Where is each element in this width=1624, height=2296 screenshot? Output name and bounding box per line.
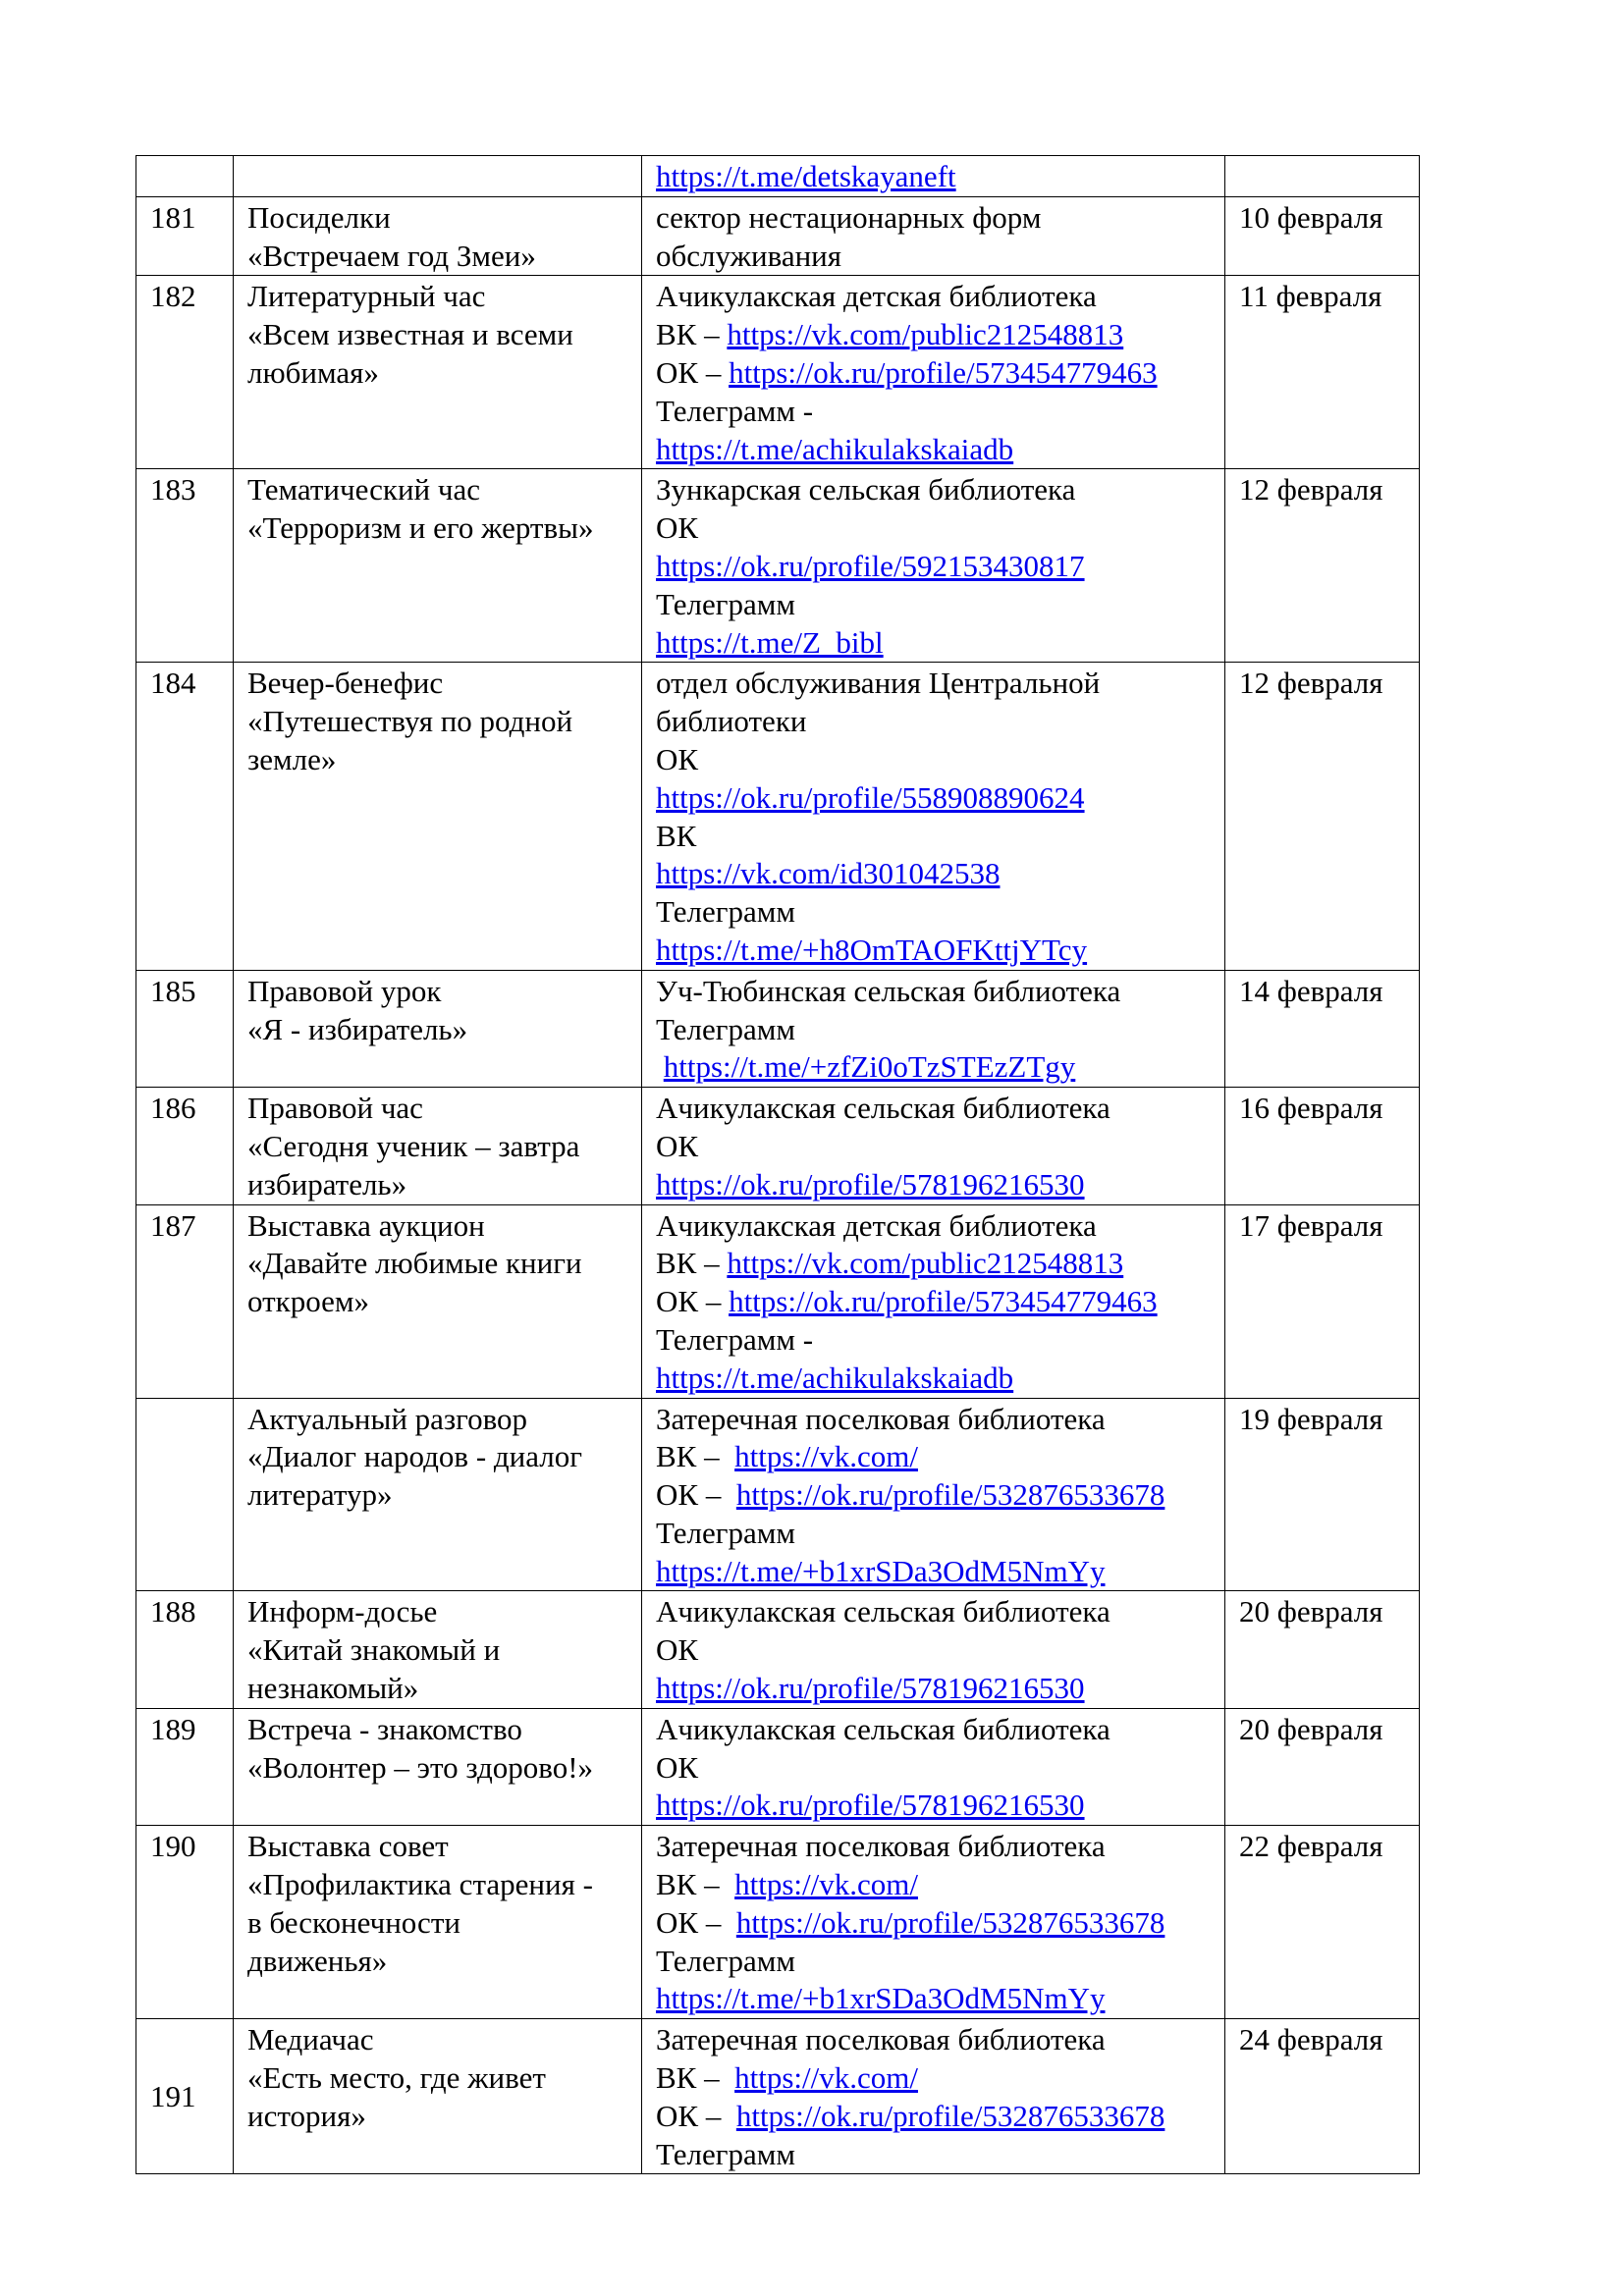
event-date: 12 февраля — [1239, 472, 1383, 507]
event-title-cell — [234, 469, 642, 663]
row-number: 185 — [150, 973, 196, 1008]
venue-link-line — [656, 1048, 1215, 1087]
event-title-line: Литературный час — [247, 279, 486, 314]
venue-text-line — [656, 703, 1215, 741]
link-prefix: ОК – — [656, 2098, 736, 2133]
link-prefix: ВК – — [656, 2060, 735, 2096]
venue-cell — [642, 1591, 1225, 1708]
event-title-cell — [234, 970, 642, 1087]
venue-link-line — [656, 624, 1215, 663]
venue-text: Телеграмм — [656, 1943, 795, 1978]
venue-cell — [642, 276, 1225, 469]
venue-text-line — [656, 973, 1215, 1011]
social-link[interactable]: https://vk.com/ — [734, 2060, 918, 2096]
social-link[interactable]: https://ok.ru/profile/532876533678 — [735, 1904, 1165, 1940]
event-title-line: Посиделки — [247, 199, 391, 235]
event-title-line: «Путешествуя по родной — [247, 704, 573, 739]
event-title-line: Встреча - знакомство — [247, 1711, 522, 1746]
venue-text-line — [656, 586, 1215, 624]
row-number-cell — [136, 663, 234, 970]
event-title-line: «Китай знакомый и — [247, 1632, 501, 1668]
event-title-cell — [234, 1708, 642, 1825]
event-title-line: откроем» — [247, 1284, 369, 1319]
event-title-cell — [234, 1204, 642, 1398]
row-number-cell — [136, 1204, 234, 1398]
event-title-line: любимая» — [247, 354, 379, 390]
link-prefix: ОК – — [656, 1284, 730, 1319]
event-date-cell — [1225, 1591, 1420, 1708]
event-title-line: литератур» — [247, 1477, 393, 1513]
row-number: 183 — [150, 472, 196, 507]
event-title-line: Правовой урок — [247, 973, 442, 1008]
social-link[interactable]: https://vk.com/public212548813 — [727, 317, 1124, 352]
event-date-cell — [1225, 1398, 1420, 1591]
event-date: 19 февраля — [1239, 1401, 1383, 1436]
event-date-cell — [1225, 663, 1420, 970]
social-link[interactable]: https://t.me/achikulakskaiadb — [656, 1360, 1014, 1395]
event-date-cell — [1225, 2019, 1420, 2174]
link-prefix: ОК – — [656, 1904, 736, 1940]
row-number-cell — [136, 469, 234, 663]
table-row — [136, 2019, 1420, 2174]
venue-text-line — [656, 1128, 1215, 1166]
social-link[interactable]: https://vk.com/ — [734, 1867, 918, 1902]
event-title-line: Актуальный разговор — [247, 1401, 528, 1436]
social-link[interactable]: https://ok.ru/profile/532876533678 — [735, 2098, 1165, 2133]
link-prefix: ОК – — [656, 1477, 736, 1513]
social-link[interactable]: https://ok.ru/profile/592153430817 — [656, 548, 1085, 583]
social-link[interactable]: https://vk.com/id301042538 — [656, 856, 1001, 891]
venue-link-line — [656, 1866, 1215, 1904]
link-prefix — [656, 1049, 664, 1084]
venue-text: ОК — [656, 1128, 699, 1163]
venue-text: Затеречная поселковая библиотека — [656, 2022, 1106, 2057]
event-title-line: Выставка аукцион — [247, 1207, 485, 1243]
venue-text-line — [656, 1401, 1215, 1439]
venue-link-line — [656, 1283, 1215, 1321]
venue-link-line — [656, 1553, 1215, 1591]
social-link[interactable]: https://t.me/achikulakskaiadb — [656, 431, 1014, 466]
event-title-cell — [234, 196, 642, 276]
social-link[interactable]: https://t.me/+zfZi0oTzSTEzZTgy — [663, 1049, 1076, 1085]
table-row — [136, 196, 1420, 276]
event-title-line: «Всем известная и всеми — [247, 317, 573, 352]
event-title-line: земле» — [247, 741, 337, 776]
venue-text-line — [656, 1515, 1215, 1553]
event-title-line: история» — [247, 2098, 366, 2133]
event-date: 11 февраля — [1239, 279, 1382, 314]
event-title-line: Тематический час — [247, 472, 480, 507]
row-number: 191 — [150, 2079, 196, 2114]
event-title-line: движенья» — [247, 1943, 388, 1978]
venue-text: сектор нестационарных форм — [656, 199, 1042, 235]
link-prefix: ВК – — [656, 317, 728, 352]
link-prefix: ВК – — [656, 1439, 735, 1474]
link-prefix: ВК – — [656, 1246, 728, 1281]
venue-text: Телеграмм — [656, 1011, 795, 1046]
venue-text-line — [656, 471, 1215, 509]
venue-text-line — [656, 278, 1215, 316]
row-number-cell — [136, 1398, 234, 1591]
table-row — [136, 1708, 1420, 1825]
venue-text: Телеграмм - — [656, 1321, 814, 1357]
social-link[interactable]: https://t.me/detskayaneft — [656, 159, 956, 193]
event-title-line: Медиачас — [247, 2022, 374, 2057]
event-date: 14 февраля — [1239, 973, 1383, 1008]
venue-link-line — [656, 1166, 1215, 1204]
table-row — [136, 156, 1420, 197]
event-date-cell — [1225, 469, 1420, 663]
venue-text-line — [656, 2136, 1215, 2174]
event-title-cell — [234, 276, 642, 469]
venue-cell — [642, 663, 1225, 970]
event-title-line: «Профилактика старения - — [247, 1867, 593, 1902]
event-date: 20 февраля — [1239, 1711, 1383, 1746]
table-row — [136, 1088, 1420, 1204]
row-number-cell — [136, 2019, 234, 2174]
venue-text: ОК — [656, 741, 699, 776]
link-prefix: ОК – — [656, 354, 730, 390]
row-number-cell — [136, 276, 234, 469]
venue-text: ВК — [656, 818, 697, 853]
venue-text-line — [656, 509, 1215, 548]
venue-link-line — [656, 1438, 1215, 1476]
event-title-cell — [234, 1591, 642, 1708]
venue-text-line — [656, 1631, 1215, 1670]
row-number: 188 — [150, 1594, 196, 1629]
venue-link-line — [656, 1245, 1215, 1283]
social-link[interactable]: https://ok.ru/profile/532876533678 — [735, 1477, 1165, 1513]
venue-text: Телеграмм — [656, 2136, 795, 2171]
venue-text-line — [656, 1321, 1215, 1360]
social-link[interactable]: https://vk.com/public212548813 — [727, 1246, 1124, 1281]
event-date: 17 февраля — [1239, 1207, 1383, 1243]
table-row — [136, 1591, 1420, 1708]
event-date-cell — [1225, 196, 1420, 276]
venue-cell — [642, 156, 1225, 197]
venue-cell — [642, 2019, 1225, 2174]
event-date: 16 февраля — [1239, 1091, 1383, 1126]
venue-text: библиотеки — [656, 704, 807, 739]
event-title-line: в бесконечности — [247, 1904, 460, 1940]
event-title-line: избиратель» — [247, 1166, 407, 1201]
event-title-line: «Я - избиратель» — [247, 1011, 468, 1046]
venue-text-line — [656, 393, 1215, 431]
event-title-line: незнакомый» — [247, 1671, 419, 1706]
events-table — [135, 155, 1420, 2174]
venue-link-line — [656, 548, 1215, 586]
event-date-cell — [1225, 1826, 1420, 2019]
table-row — [136, 1398, 1420, 1591]
event-title-line: «Терроризм и его жертвы» — [247, 510, 594, 546]
venue-text: Телеграмм - — [656, 393, 814, 428]
venue-text-line — [656, 893, 1215, 932]
venue-text-line — [656, 199, 1215, 238]
row-number-cell — [136, 1591, 234, 1708]
row-number-cell — [136, 970, 234, 1087]
venue-text: ОК — [656, 1632, 699, 1668]
social-link[interactable]: https://t.me/+h8OmTAOFKttjYTcy — [656, 932, 1088, 967]
row-number-cell — [136, 1088, 234, 1204]
event-title-cell — [234, 156, 642, 197]
venue-text-line — [656, 1943, 1215, 1981]
social-link[interactable]: https://ok.ru/profile/573454779463 — [729, 354, 1158, 390]
venue-text: отдел обслуживания Центральной — [656, 666, 1101, 701]
event-title-line: «Давайте любимые книги — [247, 1246, 582, 1281]
venue-link-line — [656, 1670, 1215, 1708]
venue-text: Телеграмм — [656, 586, 795, 621]
venue-text: ОК — [656, 510, 699, 546]
social-link[interactable]: https://ok.ru/profile/558908890624 — [656, 779, 1085, 815]
row-number: 181 — [150, 199, 196, 235]
venue-text-line — [656, 1828, 1215, 1866]
social-link[interactable]: https://ok.ru/profile/578196216530 — [656, 1166, 1085, 1201]
event-date-cell — [1225, 156, 1420, 197]
event-date-cell — [1225, 1708, 1420, 1825]
event-title-line: «Волонтер – это здорово!» — [247, 1749, 594, 1785]
venue-text-line — [656, 1090, 1215, 1128]
venue-text: Зункарская сельская библиотека — [656, 472, 1076, 507]
event-title-cell — [234, 1398, 642, 1591]
venue-text-line — [656, 1593, 1215, 1631]
venue-text-line — [656, 741, 1215, 779]
venue-text: Ачикулакская детская библиотека — [656, 1207, 1097, 1243]
table-row — [136, 276, 1420, 469]
event-title-line: Выставка совет — [247, 1829, 449, 1864]
social-link[interactable]: https://t.me/Z_bibl — [656, 624, 884, 660]
venue-text-line — [656, 665, 1215, 703]
link-prefix: ВК – — [656, 1867, 735, 1902]
venue-text-line — [656, 1749, 1215, 1788]
event-title-cell — [234, 1088, 642, 1204]
venue-text: Ачикулакская детская библиотека — [656, 279, 1097, 314]
venue-text: Ачикулакская сельская библиотека — [656, 1091, 1110, 1126]
venue-text: Ачикулакская сельская библиотека — [656, 1711, 1110, 1746]
event-date-cell — [1225, 276, 1420, 469]
event-date-cell — [1225, 1204, 1420, 1398]
venue-cell — [642, 1826, 1225, 2019]
venue-text-line — [656, 1011, 1215, 1049]
event-date: 12 февраля — [1239, 666, 1383, 701]
event-title-cell — [234, 1826, 642, 2019]
event-title-line: «Диалог народов - диалог — [247, 1439, 582, 1474]
event-date: 22 февраля — [1239, 1829, 1383, 1864]
event-title-cell — [234, 663, 642, 970]
social-link[interactable]: https://ok.ru/profile/578196216530 — [656, 1671, 1085, 1706]
row-number: 187 — [150, 1207, 196, 1243]
row-number-cell — [136, 196, 234, 276]
venue-cell — [642, 1708, 1225, 1825]
venue-link-line — [656, 779, 1215, 818]
event-title-line: Информ-досье — [247, 1594, 438, 1629]
table-row — [136, 469, 1420, 663]
venue-text-line — [656, 2021, 1215, 2059]
venue-link-line — [656, 1980, 1215, 2018]
venue-cell — [642, 1204, 1225, 1398]
event-date: 20 февраля — [1239, 1594, 1383, 1629]
venue-cell — [642, 1398, 1225, 1591]
venue-link-line — [656, 431, 1215, 469]
event-title-line: Вечер-бенефис — [247, 666, 444, 701]
venue-text: Уч-Тюбинская сельская библиотека — [656, 973, 1121, 1008]
venue-text-line — [656, 1207, 1215, 1246]
venue-cell — [642, 469, 1225, 663]
row-number-cell — [136, 156, 234, 197]
table-row — [136, 663, 1420, 970]
venue-text: Ачикулакская сельская библиотека — [656, 1594, 1110, 1629]
venue-link-line — [656, 1360, 1215, 1398]
event-title-cell — [234, 2019, 642, 2174]
social-link[interactable]: https://ok.ru/profile/573454779463 — [729, 1284, 1158, 1319]
venue-text: Телеграмм — [656, 894, 795, 930]
table-row — [136, 1204, 1420, 1398]
venue-link-line — [656, 855, 1215, 893]
venue-link-line — [656, 1787, 1215, 1825]
social-link[interactable]: https://t.me/+b1xrSDa3OdM5NmYy — [656, 1553, 1106, 1588]
venue-link-line — [656, 2098, 1215, 2136]
venue-link-line — [656, 316, 1215, 354]
venue-cell — [642, 196, 1225, 276]
event-title-line: «Есть место, где живет — [247, 2060, 546, 2096]
social-link[interactable]: https://t.me/+b1xrSDa3OdM5NmYy — [656, 1981, 1106, 2016]
venue-link-line — [656, 932, 1215, 970]
row-number-cell — [136, 1708, 234, 1825]
venue-text-line — [656, 1711, 1215, 1749]
event-title-line: «Сегодня ученик – завтра — [247, 1128, 580, 1163]
venue-text: Затеречная поселковая библиотека — [656, 1401, 1106, 1436]
event-date: 10 февраля — [1239, 199, 1383, 235]
event-date-cell — [1225, 970, 1420, 1087]
row-number: 182 — [150, 279, 196, 314]
row-number: 190 — [150, 1829, 196, 1864]
social-link[interactable]: https://ok.ru/profile/578196216530 — [656, 1788, 1085, 1823]
event-date-cell — [1225, 1088, 1420, 1204]
event-date: 24 февраля — [1239, 2022, 1383, 2057]
table-row — [136, 1826, 1420, 2019]
venue-text: обслуживания — [656, 238, 842, 273]
row-number-cell — [136, 1826, 234, 2019]
venue-link-line — [656, 2059, 1215, 2098]
venue-link-line — [656, 1904, 1215, 1943]
venue-text-line — [656, 238, 1215, 276]
row-number: 184 — [150, 666, 196, 701]
event-title-line: «Встречаем год Змеи» — [247, 238, 536, 273]
row-number: 186 — [150, 1091, 196, 1126]
row-number: 189 — [150, 1711, 196, 1746]
venue-link-line — [656, 354, 1215, 393]
venue-text: Телеграмм — [656, 1515, 795, 1550]
venue-text: Затеречная поселковая библиотека — [656, 1829, 1106, 1864]
table-row — [136, 970, 1420, 1087]
venue-text: ОК — [656, 1749, 699, 1785]
venue-link-line — [656, 158, 1215, 196]
event-title-line: Правовой час — [247, 1091, 423, 1126]
venue-text-line — [656, 818, 1215, 856]
venue-cell — [642, 970, 1225, 1087]
social-link[interactable]: https://vk.com/ — [734, 1439, 918, 1474]
events-table-body — [136, 156, 1420, 2174]
venue-link-line — [656, 1476, 1215, 1515]
venue-cell — [642, 1088, 1225, 1204]
